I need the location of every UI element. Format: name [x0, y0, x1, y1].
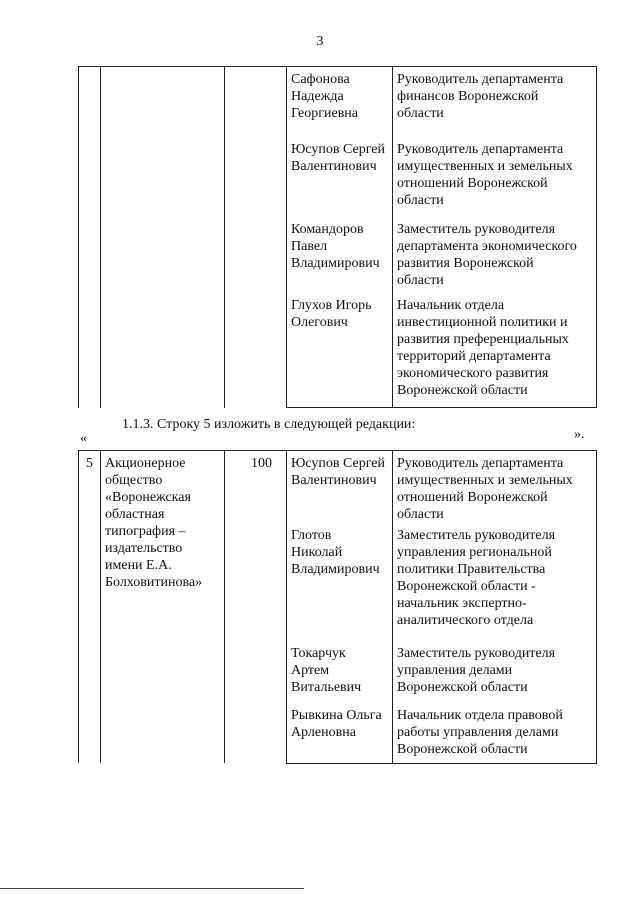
member-position-text: Начальник отдела инвестиционной политики и развития преференциальных территорий департамента экономического развития Воронежской области — [397, 297, 569, 398]
member-name-text: Глухов Игорь Олегович — [291, 297, 372, 330]
member-name — [287, 523, 393, 641]
member-position — [393, 451, 597, 524]
member-position-text: Начальник отдела правовой работы управления делами Воронежской области — [397, 708, 563, 757]
members-table-continued — [78, 66, 597, 408]
member-position — [393, 523, 597, 641]
member-position-text: Руководитель департамента имущественных и земельных отношений Воронежской области — [397, 456, 573, 522]
row-number-cell — [79, 67, 101, 408]
table-row — [79, 451, 597, 524]
member-name-text: Командоров Павел Владимирович — [291, 221, 380, 271]
organization-cell — [101, 67, 225, 408]
member-position — [393, 703, 597, 763]
organization-cell — [101, 451, 225, 764]
page-number: 3 — [316, 34, 324, 49]
member-position — [393, 293, 597, 408]
member-position-text: Заместитель руководителя департамента экономического развития Воронежской области — [397, 221, 577, 288]
member-name — [287, 293, 393, 408]
row-number-cell: 5 — [79, 451, 101, 764]
closing-quote: ». — [574, 427, 585, 442]
amendment-paragraph: 1.1.3. Строку 5 изложить в следующей редакции: — [122, 417, 416, 432]
member-position-text: Заместитель руководителя управления делами Воронежской области — [397, 646, 556, 695]
share-cell: 100 — [225, 451, 287, 764]
share-cell — [225, 67, 287, 408]
table-row — [79, 67, 597, 137]
member-position-text: Заместитель руководителя управления региональной политики Правительства Воронежской области - начальник экспертно- аналитического отдела — [397, 528, 556, 628]
member-name — [287, 451, 393, 524]
member-name — [287, 703, 393, 763]
members-table-row-5 — [78, 450, 597, 764]
member-name-text: Рывкина Ольга Арленовна — [291, 708, 382, 740]
member-name-text: Сафонова Надежда Георгиевна — [291, 72, 359, 121]
member-name-text: Глотов Николай Владимирович — [291, 528, 380, 577]
member-position — [393, 641, 597, 703]
member-name — [287, 137, 393, 217]
member-position-text: Руководитель департамента имущественных и земельных отношений Воронежской области — [397, 141, 573, 208]
opening-quote: « — [80, 431, 87, 446]
member-position — [393, 67, 597, 137]
member-name — [287, 67, 393, 137]
member-name — [287, 217, 393, 293]
member-name-text: Токарчук Артем Витальевич — [291, 646, 362, 695]
member-position — [393, 137, 597, 217]
organization-name: Акционерное общество «Воронежская областная типография – издательство имени Е.А. Болховитинова» — [105, 456, 203, 590]
member-name-text: Юсупов Сергей Валентинович — [291, 141, 386, 174]
member-name — [287, 641, 393, 703]
footer-divider — [0, 888, 304, 889]
member-name-text: Юсупов Сергей Валентинович — [291, 456, 386, 488]
member-position — [393, 217, 597, 293]
member-position-text: Руководитель департамента финансов Воронежской области — [397, 72, 564, 121]
